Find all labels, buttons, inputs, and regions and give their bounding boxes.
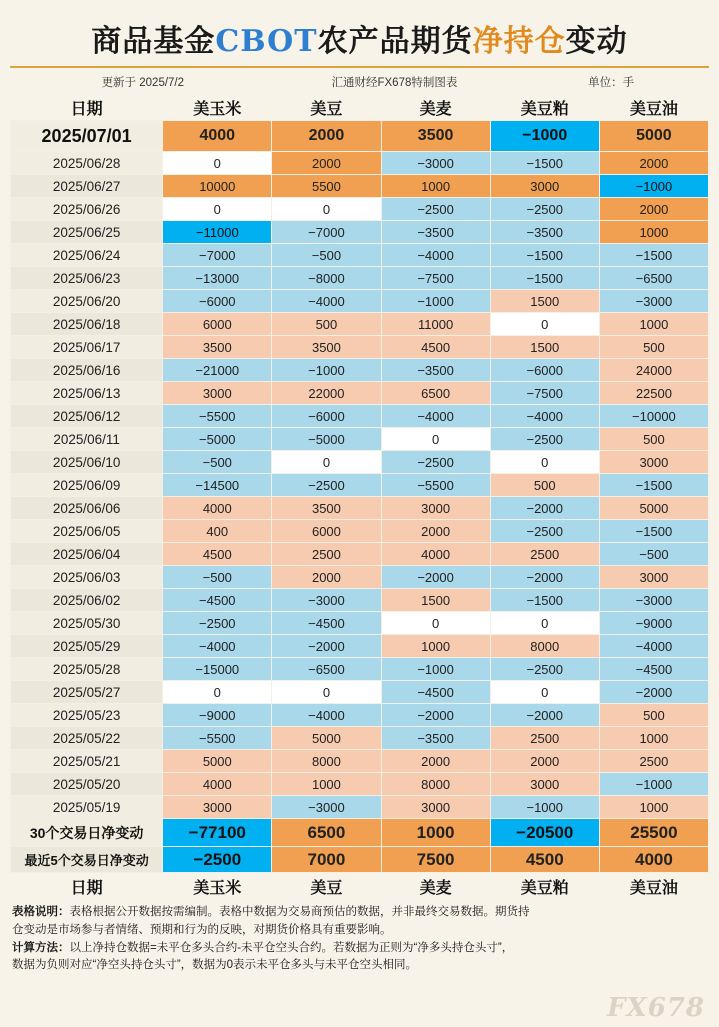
net-position-table bbox=[10, 94, 709, 899]
row-date: 2025/05/27 bbox=[11, 681, 163, 704]
cell-value: −4000 bbox=[381, 405, 490, 428]
cell-value: −1000 bbox=[490, 121, 599, 152]
cell-value: −4000 bbox=[272, 290, 381, 313]
cell-value: 5000 bbox=[272, 727, 381, 750]
row-date: 2025/06/20 bbox=[11, 290, 163, 313]
cell-value: 0 bbox=[490, 313, 599, 336]
cell-value: −7500 bbox=[490, 382, 599, 405]
cell-value: 22500 bbox=[599, 382, 708, 405]
cell-value: 0 bbox=[272, 681, 381, 704]
table-row bbox=[11, 589, 709, 612]
cell-value: 0 bbox=[163, 152, 272, 175]
cell-value: −7000 bbox=[163, 244, 272, 267]
notes-line-2: 仓变动是市场参与者情绪、预期和行为的反映，对期货价格具有重要影响。 bbox=[12, 923, 392, 936]
cell-value: −1000 bbox=[490, 796, 599, 819]
table-row bbox=[11, 635, 709, 658]
table-row bbox=[11, 773, 709, 796]
notes-text-1: 表格根据公开数据按需编制。表格中数据为交易商预估的数据，并非最终交易数据。期货持 bbox=[69, 906, 530, 918]
col-header-date: 日期 bbox=[11, 94, 163, 121]
notes-line-1 bbox=[12, 904, 707, 922]
notes-label-method: 计算方法： bbox=[12, 941, 70, 954]
cell-value: −1000 bbox=[381, 658, 490, 681]
row-date: 2025/06/10 bbox=[11, 451, 163, 474]
cell-value: −500 bbox=[599, 543, 708, 566]
cell-value: −3000 bbox=[272, 589, 381, 612]
cell-value: 2000 bbox=[490, 750, 599, 773]
row-date: 2025/06/27 bbox=[11, 175, 163, 198]
row-date: 2025/06/02 bbox=[11, 589, 163, 612]
foot-header-corn: 美玉米 bbox=[163, 873, 272, 900]
cell-value: 500 bbox=[272, 313, 381, 336]
cell-value: −15000 bbox=[163, 658, 272, 681]
foot-header-soymeal: 美豆粕 bbox=[490, 873, 599, 900]
cell-value: −8000 bbox=[272, 267, 381, 290]
cell-value: 2500 bbox=[490, 543, 599, 566]
cell-value: 1000 bbox=[599, 796, 708, 819]
cell-value: −1500 bbox=[599, 244, 708, 267]
cell-value: −6500 bbox=[272, 658, 381, 681]
cell-value: 2000 bbox=[599, 152, 708, 175]
summary-cell-value: 4000 bbox=[599, 847, 708, 873]
table-body bbox=[11, 121, 709, 873]
title-part-3: 农产品 bbox=[317, 24, 411, 59]
cell-value: 3000 bbox=[381, 796, 490, 819]
cell-value: −6500 bbox=[599, 267, 708, 290]
table-row bbox=[11, 152, 709, 175]
cell-value: −1500 bbox=[490, 589, 599, 612]
cell-value: 0 bbox=[381, 428, 490, 451]
row-date: 2025/05/29 bbox=[11, 635, 163, 658]
row-date: 2025/06/18 bbox=[11, 313, 163, 336]
cell-value: −6000 bbox=[490, 359, 599, 382]
col-header-soymeal: 美豆粕 bbox=[490, 94, 599, 121]
cell-value: 0 bbox=[381, 612, 490, 635]
cell-value: −5500 bbox=[381, 474, 490, 497]
cell-value: −4000 bbox=[272, 704, 381, 727]
cell-value: −2000 bbox=[272, 635, 381, 658]
cell-value: −4000 bbox=[381, 244, 490, 267]
summary-row bbox=[11, 819, 709, 847]
row-date: 2025/06/24 bbox=[11, 244, 163, 267]
cell-value: −3500 bbox=[381, 221, 490, 244]
table-row bbox=[11, 566, 709, 589]
row-date: 2025/06/28 bbox=[11, 152, 163, 175]
cell-value: 4000 bbox=[381, 543, 490, 566]
summary-cell-value: 25500 bbox=[599, 819, 708, 847]
notes-text-3: 以上净持仓数据=未平仓多头合约-未平仓空头合约。若数据为正则为“净多头持仓头寸”， bbox=[69, 941, 514, 954]
cell-value: 400 bbox=[163, 520, 272, 543]
cell-value: 2500 bbox=[599, 750, 708, 773]
cell-value: 5500 bbox=[272, 175, 381, 198]
notes-line-4: 数据为负则对应“净空头持仓头寸”，数据为0表示未平仓多头与未平仓空头相同。 bbox=[12, 959, 418, 972]
table-row bbox=[11, 359, 709, 382]
cell-value: 3000 bbox=[490, 773, 599, 796]
cell-value: 0 bbox=[163, 681, 272, 704]
title-part-4: 期货 bbox=[410, 24, 473, 59]
cell-value: 3000 bbox=[381, 497, 490, 520]
cell-value: 0 bbox=[490, 451, 599, 474]
cell-value: 3500 bbox=[163, 336, 272, 359]
cell-value: −3000 bbox=[599, 589, 708, 612]
cell-value: 2500 bbox=[490, 727, 599, 750]
row-date: 2025/06/06 bbox=[11, 497, 163, 520]
cell-value: −3500 bbox=[490, 221, 599, 244]
cell-value: −1000 bbox=[599, 175, 708, 198]
cell-value: −500 bbox=[163, 451, 272, 474]
cell-value: −3500 bbox=[381, 359, 490, 382]
notes-label-explain: 表格说明： bbox=[12, 906, 70, 918]
cell-value: 500 bbox=[490, 474, 599, 497]
table-row bbox=[11, 543, 709, 566]
summary-cell-value: −2500 bbox=[163, 847, 272, 873]
cell-value: 5000 bbox=[163, 750, 272, 773]
cell-value: 0 bbox=[490, 681, 599, 704]
cell-value: 1500 bbox=[381, 589, 490, 612]
cell-value: 6500 bbox=[381, 382, 490, 405]
unit-label: 单位：手 bbox=[588, 77, 635, 89]
cell-value: −4500 bbox=[599, 658, 708, 681]
cell-value: −1000 bbox=[381, 290, 490, 313]
cell-value: 1000 bbox=[599, 221, 708, 244]
table-row bbox=[11, 727, 709, 750]
cell-value: 2000 bbox=[381, 750, 490, 773]
header-row bbox=[11, 94, 709, 121]
row-date: 2025/05/19 bbox=[11, 796, 163, 819]
cell-value: 8000 bbox=[272, 750, 381, 773]
cell-value: 0 bbox=[272, 198, 381, 221]
cell-value: −5000 bbox=[163, 428, 272, 451]
cell-value: −13000 bbox=[163, 267, 272, 290]
cell-value: 2000 bbox=[381, 520, 490, 543]
cell-value: −2500 bbox=[381, 451, 490, 474]
cell-value: −3000 bbox=[381, 152, 490, 175]
cell-value: 3000 bbox=[599, 566, 708, 589]
cell-value: 1000 bbox=[381, 175, 490, 198]
row-date: 2025/06/13 bbox=[11, 382, 163, 405]
cell-value: −7500 bbox=[381, 267, 490, 290]
table-row bbox=[11, 382, 709, 405]
page-title bbox=[10, 8, 709, 68]
cell-value: 22000 bbox=[272, 382, 381, 405]
table-row bbox=[11, 267, 709, 290]
cell-value: 5000 bbox=[599, 497, 708, 520]
table-row bbox=[11, 336, 709, 359]
foot-header-soybean: 美豆 bbox=[272, 873, 381, 900]
table-row bbox=[11, 612, 709, 635]
table-row bbox=[11, 405, 709, 428]
cell-value: 1000 bbox=[599, 727, 708, 750]
summary-cell-value: 6500 bbox=[272, 819, 381, 847]
cell-value: −9000 bbox=[163, 704, 272, 727]
footer-row bbox=[11, 873, 709, 900]
foot-header-date: 日期 bbox=[11, 873, 163, 900]
row-date: 2025/06/05 bbox=[11, 520, 163, 543]
cell-value: 2000 bbox=[272, 121, 381, 152]
title-part-1: 商品基金 bbox=[91, 24, 216, 59]
row-date: 2025/06/23 bbox=[11, 267, 163, 290]
summary-cell-value: 7500 bbox=[381, 847, 490, 873]
cell-value: 2000 bbox=[272, 152, 381, 175]
table-row bbox=[11, 198, 709, 221]
table-header bbox=[11, 94, 709, 121]
cell-value: −2000 bbox=[599, 681, 708, 704]
source-label: 汇通财经FX678特制图表 bbox=[331, 77, 458, 89]
cell-value: 500 bbox=[599, 704, 708, 727]
cell-value: −3000 bbox=[599, 290, 708, 313]
cell-value: 4000 bbox=[163, 773, 272, 796]
cell-value: 3500 bbox=[381, 121, 490, 152]
cell-value: 11000 bbox=[381, 313, 490, 336]
cell-value: 1500 bbox=[490, 336, 599, 359]
cell-value: −1000 bbox=[272, 359, 381, 382]
cell-value: 1500 bbox=[490, 290, 599, 313]
cell-value: −1000 bbox=[599, 773, 708, 796]
row-date: 2025/06/09 bbox=[11, 474, 163, 497]
cell-value: −2000 bbox=[381, 566, 490, 589]
cell-value: 3000 bbox=[163, 382, 272, 405]
cell-value: −21000 bbox=[163, 359, 272, 382]
summary-label: 最近5个交易日净变动 bbox=[11, 847, 163, 873]
table-row bbox=[11, 244, 709, 267]
cell-value: 4500 bbox=[163, 543, 272, 566]
cell-value: −2000 bbox=[490, 566, 599, 589]
row-date: 2025/05/20 bbox=[11, 773, 163, 796]
cell-value: 0 bbox=[490, 612, 599, 635]
cell-value: −2000 bbox=[381, 704, 490, 727]
cell-value: 4500 bbox=[381, 336, 490, 359]
cell-value: 3000 bbox=[599, 451, 708, 474]
cell-value: −1500 bbox=[490, 244, 599, 267]
cell-value: 6000 bbox=[272, 520, 381, 543]
cell-value: −2500 bbox=[272, 474, 381, 497]
title-part-5: 净持仓 bbox=[472, 24, 566, 59]
table-row bbox=[11, 681, 709, 704]
cell-value: −5000 bbox=[272, 428, 381, 451]
cell-value: −3500 bbox=[381, 727, 490, 750]
cell-value: −2000 bbox=[490, 704, 599, 727]
row-date: 2025/06/17 bbox=[11, 336, 163, 359]
col-header-corn: 美玉米 bbox=[163, 94, 272, 121]
cell-value: −500 bbox=[163, 566, 272, 589]
foot-header-wheat: 美麦 bbox=[381, 873, 490, 900]
cell-value: −5500 bbox=[163, 727, 272, 750]
cell-value: −4000 bbox=[599, 635, 708, 658]
table-row bbox=[11, 796, 709, 819]
row-date: 2025/06/25 bbox=[11, 221, 163, 244]
cell-value: −4500 bbox=[163, 589, 272, 612]
cell-value: −14500 bbox=[163, 474, 272, 497]
summary-cell-value: 1000 bbox=[381, 819, 490, 847]
table-row bbox=[11, 520, 709, 543]
cell-value: 3000 bbox=[490, 175, 599, 198]
cell-value: −4500 bbox=[272, 612, 381, 635]
row-date: 2025/06/16 bbox=[11, 359, 163, 382]
cell-value: −4500 bbox=[381, 681, 490, 704]
cell-value: 24000 bbox=[599, 359, 708, 382]
cell-value: 4000 bbox=[163, 121, 272, 152]
cell-value: −3000 bbox=[272, 796, 381, 819]
notes-block bbox=[10, 904, 709, 975]
cell-value: 2500 bbox=[272, 543, 381, 566]
cell-value: −6000 bbox=[163, 290, 272, 313]
summary-cell-value: 7000 bbox=[272, 847, 381, 873]
cell-value: 8000 bbox=[490, 635, 599, 658]
summary-label: 30个交易日净变动 bbox=[11, 819, 163, 847]
cell-value: 6000 bbox=[163, 313, 272, 336]
updated-label: 更新于 2025/7/2 bbox=[101, 77, 185, 89]
cell-value: 0 bbox=[163, 198, 272, 221]
table-row bbox=[11, 750, 709, 773]
cell-value: −4000 bbox=[163, 635, 272, 658]
table-row bbox=[11, 497, 709, 520]
col-header-wheat: 美麦 bbox=[381, 94, 490, 121]
cell-value: −10000 bbox=[599, 405, 708, 428]
cell-value: 3500 bbox=[272, 336, 381, 359]
subheader-bar bbox=[10, 68, 709, 94]
cell-value: −2500 bbox=[490, 428, 599, 451]
cell-value: −1500 bbox=[599, 520, 708, 543]
row-date: 2025/06/11 bbox=[11, 428, 163, 451]
row-date: 2025/06/03 bbox=[11, 566, 163, 589]
cell-value: 500 bbox=[599, 428, 708, 451]
table-row bbox=[11, 175, 709, 198]
cell-value: −11000 bbox=[163, 221, 272, 244]
cell-value: −1500 bbox=[599, 474, 708, 497]
table-row bbox=[11, 121, 709, 152]
cell-value: 0 bbox=[272, 451, 381, 474]
cell-value: −1500 bbox=[490, 152, 599, 175]
row-date: 2025/06/12 bbox=[11, 405, 163, 428]
table-row bbox=[11, 451, 709, 474]
cell-value: −2000 bbox=[490, 497, 599, 520]
cell-value: 4000 bbox=[163, 497, 272, 520]
table-row bbox=[11, 221, 709, 244]
title-part-6: 变动 bbox=[565, 24, 628, 59]
cell-value: −2500 bbox=[163, 612, 272, 635]
cell-value: −9000 bbox=[599, 612, 708, 635]
cell-value: −4000 bbox=[490, 405, 599, 428]
table-row bbox=[11, 290, 709, 313]
notes-line-3 bbox=[12, 940, 707, 958]
row-date: 2025/05/22 bbox=[11, 727, 163, 750]
table-footer bbox=[11, 873, 709, 900]
summary-cell-value: −20500 bbox=[490, 819, 599, 847]
cell-value: 1000 bbox=[272, 773, 381, 796]
summary-cell-value: 4500 bbox=[490, 847, 599, 873]
foot-header-soyoil: 美豆油 bbox=[599, 873, 708, 900]
table-row bbox=[11, 704, 709, 727]
row-date: 2025/05/21 bbox=[11, 750, 163, 773]
cell-value: 3500 bbox=[272, 497, 381, 520]
row-date: 2025/05/30 bbox=[11, 612, 163, 635]
cell-value: −2500 bbox=[490, 658, 599, 681]
cell-value: −2500 bbox=[381, 198, 490, 221]
cell-value: −5500 bbox=[163, 405, 272, 428]
table-row bbox=[11, 658, 709, 681]
cell-value: −6000 bbox=[272, 405, 381, 428]
title-part-2: CBOT bbox=[215, 24, 318, 59]
summary-row bbox=[11, 847, 709, 873]
row-date: 2025/05/23 bbox=[11, 704, 163, 727]
cell-value: −2500 bbox=[490, 198, 599, 221]
cell-value: 10000 bbox=[163, 175, 272, 198]
col-header-soybean: 美豆 bbox=[272, 94, 381, 121]
cell-value: 8000 bbox=[381, 773, 490, 796]
row-date: 2025/05/28 bbox=[11, 658, 163, 681]
cell-value: −7000 bbox=[272, 221, 381, 244]
cell-value: −500 bbox=[272, 244, 381, 267]
cell-value: −1500 bbox=[490, 267, 599, 290]
cell-value: −2500 bbox=[490, 520, 599, 543]
col-header-soyoil: 美豆油 bbox=[599, 94, 708, 121]
summary-cell-value: −77100 bbox=[163, 819, 272, 847]
cell-value: 5000 bbox=[599, 121, 708, 152]
table-row bbox=[11, 474, 709, 497]
watermark-logo: FX678 bbox=[607, 993, 705, 1023]
table-row bbox=[11, 428, 709, 451]
cell-value: 1000 bbox=[381, 635, 490, 658]
cell-value: 500 bbox=[599, 336, 708, 359]
cell-value: 2000 bbox=[272, 566, 381, 589]
cell-value: 1000 bbox=[599, 313, 708, 336]
cell-value: 3000 bbox=[163, 796, 272, 819]
row-date: 2025/07/01 bbox=[11, 121, 163, 152]
row-date: 2025/06/04 bbox=[11, 543, 163, 566]
table-row bbox=[11, 313, 709, 336]
cell-value: 2000 bbox=[599, 198, 708, 221]
row-date: 2025/06/26 bbox=[11, 198, 163, 221]
